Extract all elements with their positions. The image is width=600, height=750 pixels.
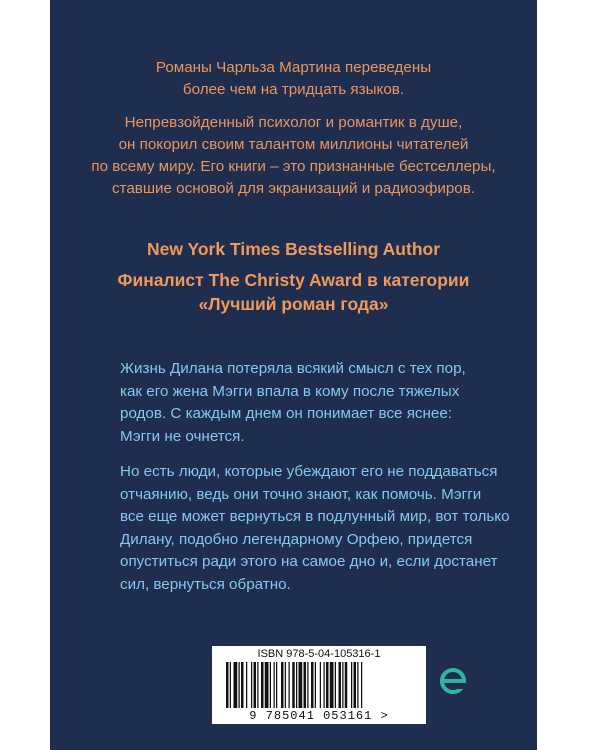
blurb-paragraph-2 — [120, 461, 540, 596]
intro-line: более чем на тридцать языков. — [182, 81, 405, 98]
intro-block-1 — [50, 57, 537, 101]
barcode-digits: 9 785041 053161 > — [249, 709, 389, 723]
bestselling-author-line: New York Times Bestselling Author — [146, 239, 441, 259]
intro-line: по всему миру. Его книги – это признанные бестселлеры, — [91, 158, 496, 175]
blurb-line: сил, вернуться обратно. — [120, 575, 291, 593]
intro-line: Непревзойденный психолог и романтик в душе, — [124, 114, 463, 131]
blurb-line: родов. С каждым днем он понимает все яснее: — [120, 405, 453, 422]
award-line: Финалист The Christy Award в категории — [117, 270, 470, 290]
blurb-line: Мэгги не очнется. — [120, 427, 245, 445]
blurb-line: опуститься ради этого на самое дно и, если достанет — [120, 553, 498, 570]
award-line: «Лучший роман года» — [198, 294, 389, 314]
blurb-line: Но есть люди, которые убеждают его не поддаваться — [120, 463, 498, 480]
intro-block-2 — [50, 112, 537, 200]
barcode-label — [212, 646, 426, 724]
blurb-line: все еще может вернуться в подлунный мир, вот только — [120, 508, 510, 525]
intro-line: ставшие основой для экранизаций и радиоэфиров. — [111, 180, 476, 197]
back-cover — [50, 0, 537, 750]
award-block-1 — [50, 237, 537, 261]
blurb-line: Жизнь Дилана потеряла всякий смысл с тех пор, — [120, 360, 466, 377]
barcode — [226, 662, 412, 708]
isbn-text: ISBN 978-5-04-105316-1 — [257, 648, 381, 660]
blurb-line: отчаянию, ведь они точно знают, как помочь. Мэгги — [120, 485, 482, 503]
intro-line: Романы Чарльза Мартина переведены — [155, 59, 432, 76]
publisher-logo-icon — [438, 666, 468, 696]
award-block-2 — [50, 268, 537, 316]
blurb-line: Дилану, подобно легендарному Орфею, придется — [120, 530, 473, 548]
blurb-paragraph-1 — [120, 358, 540, 448]
blurb-line: как его жена Мэгги впала в кому после тяжелых — [120, 382, 460, 400]
intro-line: он покорил своим талантом миллионы читателей — [118, 136, 469, 153]
